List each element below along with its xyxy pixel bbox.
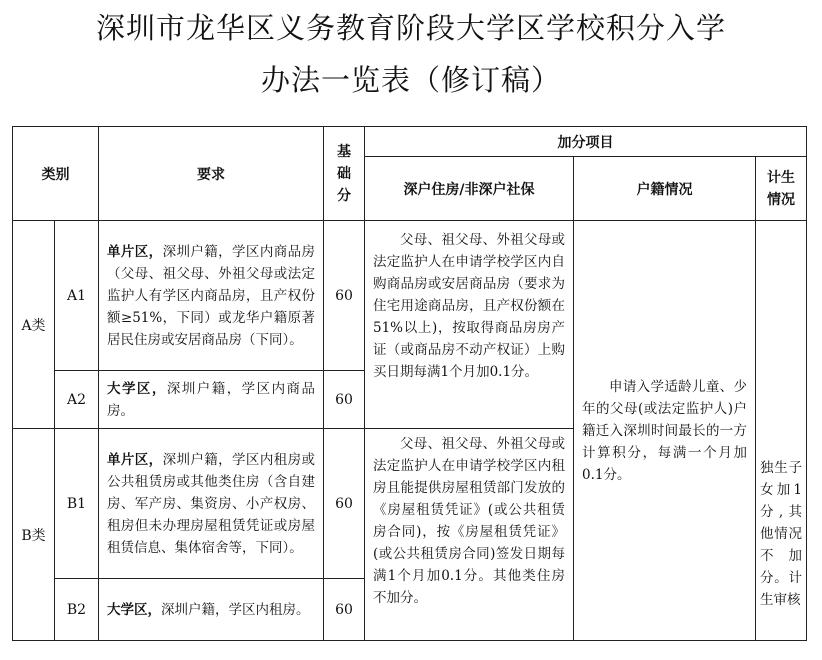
housing-rule-b: 父母、祖父母、外祖父母或法定监护人在申请学校学区内租房且能提供房屋租赁部门发放的《房屋租赁凭证》(或公共租赁房合同)，按《房屋租赁凭证》(或公共租赁房合同)签发日期每满1个月加0.1分。其他类住房不加分。 [365, 429, 574, 641]
requirement-b2 [99, 579, 324, 641]
base-score-b1: 60 [324, 429, 365, 579]
header-hukou: 户籍情况 [574, 157, 756, 221]
header-requirement: 要求 [99, 127, 324, 221]
hukou-rule: 申请入学适龄儿童、少年的父母(或法定监护人)户籍迁入深圳时间最长的一方计算积分，每满一个月加0.1分。 [574, 221, 756, 641]
base-score-a1: 60 [324, 221, 365, 371]
header-family-planning: 计生情况 [756, 157, 807, 221]
requirement-a1 [99, 221, 324, 371]
requirement-b2-zone: 大学区， [107, 601, 161, 618]
code-b1: B1 [55, 429, 99, 579]
code-b2: B2 [55, 579, 99, 641]
requirement-a2-zone: 大学区， [107, 380, 167, 397]
requirement-a1-zone: 单片区， [107, 243, 163, 260]
base-score-a2: 60 [324, 371, 365, 429]
code-a2: A2 [55, 371, 99, 429]
requirement-b1 [99, 429, 324, 579]
requirement-b1-text: 深圳户籍，学区内租房或公共租赁房或其他类住房（含自建房、军产房、集资房、小产权房、租房但未办理房屋租赁凭证或房屋租赁信息、集体宿舍等，下同）。 [107, 451, 316, 556]
requirement-a2-text: 深圳户籍，学区内商品房。 [107, 380, 316, 419]
header-base-score: 基础分 [324, 127, 365, 221]
family-planning-rule: 独生子女加1分,其他情况不加分。计生审核 [756, 221, 807, 641]
base-score-b2: 60 [324, 579, 365, 641]
header-bonus-items: 加分项目 [365, 127, 807, 157]
category-b: B类 [13, 429, 55, 641]
requirement-b1-zone: 单片区， [107, 451, 163, 468]
requirement-a1-text: 深圳户籍，学区内商品房（父母、祖父母、外祖父母或法定监护人有学区内商品房，且产权份额≥51%，下同）或龙华户籍原著居民住房或安居商品房（下同）。 [107, 243, 316, 348]
code-a1: A1 [55, 221, 99, 371]
document-title-line2: 办法一览表（修订稿） [260, 63, 561, 97]
document-title-line1: 深圳市龙华区义务教育阶段大学区学校积分入学 [95, 11, 726, 45]
requirement-a2 [99, 371, 324, 429]
requirement-b2-text: 深圳户籍，学区内租房。 [161, 601, 310, 618]
header-category: 类别 [13, 127, 99, 221]
housing-rule-a: 父母、祖父母、外祖父母或法定监护人在申请学校学区内自购商品房或安居商品房（要求为住宅用途商品房，且产权份额在51%以上)，按取得商品房房产证（或商品房不动产权证）上购买日期每满1个月加0.1分。 [365, 221, 574, 429]
header-housing: 深户住房/非深户社保 [365, 157, 574, 221]
admission-score-table [12, 126, 807, 641]
category-a: A类 [13, 221, 55, 429]
